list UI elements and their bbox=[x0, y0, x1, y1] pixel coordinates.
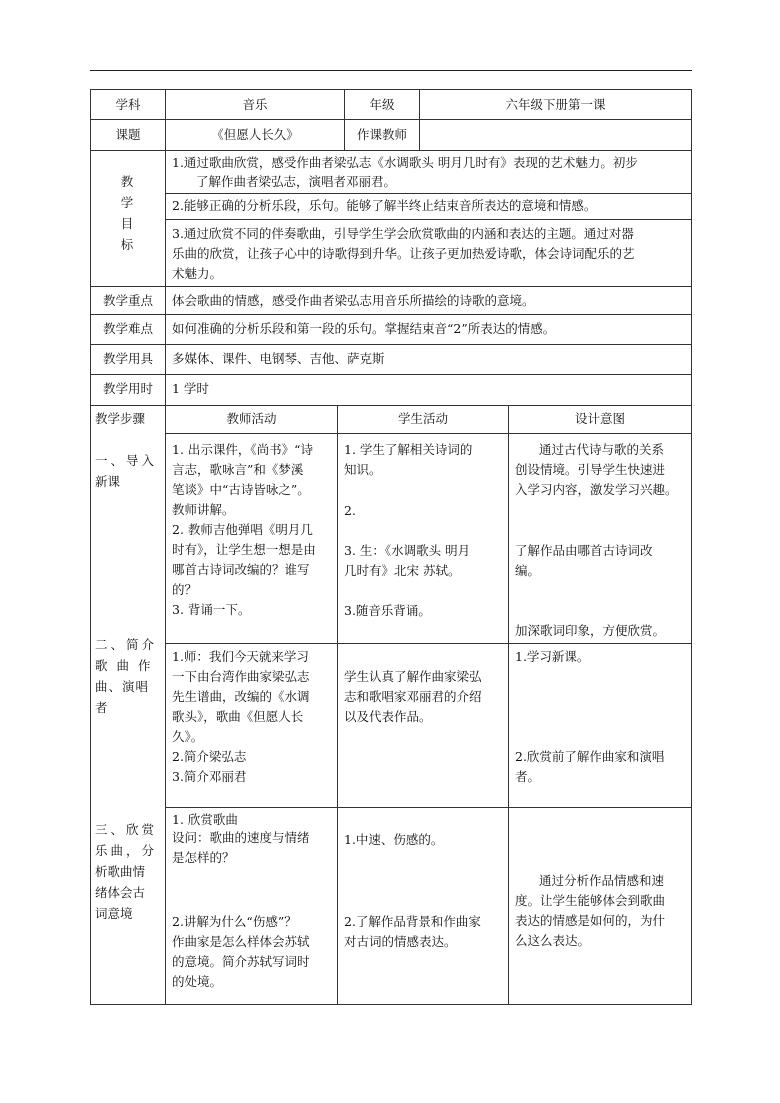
step-1-design-line: 创设情境。引导学生快速进 bbox=[515, 462, 666, 477]
step-3-teacher-line: 的意境。简介苏轼写词时 bbox=[172, 954, 310, 969]
steps-label-column bbox=[90, 405, 166, 1005]
step-2-teacher-line: 一下由台湾作曲家梁弘志 bbox=[172, 669, 310, 684]
tools-value-cell bbox=[165, 344, 692, 375]
goal-1-line-1: 1.通过歌曲欣赏，感受作曲者梁弘志《水调歌头 明月几时有》表现的艺术魅力。初步 bbox=[172, 155, 638, 170]
step-1-teacher-cell bbox=[165, 433, 338, 644]
goals-label-char-4: 标 bbox=[120, 237, 134, 252]
step-3-teacher-line: 2.讲解为什么“伤感”？ bbox=[172, 914, 297, 929]
student-activity-header-cell bbox=[337, 405, 509, 434]
step-1-student-cell bbox=[337, 433, 509, 644]
teacher-label-cell bbox=[344, 119, 420, 151]
difficulty-label: 教学难点 bbox=[102, 321, 153, 336]
step-1-teacher-line: 3. 背诵一下。 bbox=[172, 602, 251, 617]
step-1-teacher-line: 言志，歌咏言”和《梦溪 bbox=[172, 462, 304, 477]
time-value-cell bbox=[165, 374, 692, 406]
subject-label: 学科 bbox=[115, 97, 141, 112]
topic-label-cell bbox=[90, 119, 166, 151]
step-3-design-line: 度。让学生能够体会到歌曲 bbox=[515, 893, 666, 908]
step-2-design-line: 1.学习新课。 bbox=[515, 649, 590, 664]
step-1-student-line: 3. 生：《水调歌头 明月 bbox=[344, 543, 471, 558]
key-point-label-cell bbox=[90, 286, 166, 315]
step-3-teacher-line: 的处境。 bbox=[172, 974, 223, 989]
step-1-label-line-1: 一、导入 bbox=[95, 453, 158, 468]
difficulty-value-cell bbox=[165, 314, 692, 345]
step-2-student-cell bbox=[337, 643, 509, 808]
step-1-teacher-line: 哪首古诗词改编的？谁写 bbox=[172, 562, 310, 577]
difficulty-value: 如何准确的分析乐段和第一段的乐句。掌握结束音“2”所表达的情感。 bbox=[172, 321, 556, 336]
subject-value-cell bbox=[165, 89, 345, 120]
step-2-label-line-4: 者 bbox=[95, 700, 108, 715]
topic-value: 《但愿人长久》 bbox=[211, 127, 299, 142]
step-3-teacher-line: 是怎样的？ bbox=[172, 850, 235, 865]
grade-value: 六年级下册第一课 bbox=[505, 97, 606, 112]
step-2-teacher-cell bbox=[165, 643, 338, 808]
step-3-student-line: 2.了解作品背景和作曲家 bbox=[344, 914, 481, 929]
goal-2-cell bbox=[165, 193, 692, 220]
goals-label-char-3: 目 bbox=[120, 216, 134, 231]
goal-1-cell bbox=[165, 150, 692, 194]
step-3-student-line: 对古词的情感表达。 bbox=[344, 934, 457, 949]
step-2-teacher-line: 歌头》，歌曲《但愿人长 bbox=[172, 709, 304, 724]
step-2-teacher-line: 先生谱曲，改编的《水调 bbox=[172, 689, 310, 704]
step-2-design-cell bbox=[508, 643, 692, 808]
step-1-teacher-line: 2. 教师吉他弹唱《明月几 bbox=[172, 522, 313, 537]
step-3-design-line: 表达的情感是如何的，为什 bbox=[515, 913, 666, 928]
step-1-teacher-line: 1. 出示课件，《尚书》“诗 bbox=[172, 442, 314, 457]
time-value: 1 学时 bbox=[172, 381, 209, 396]
step-2-teacher-line: 3.简介邓丽君 bbox=[172, 769, 247, 784]
time-label-cell bbox=[90, 374, 166, 406]
step-3-design-line: 么这么表达。 bbox=[515, 933, 591, 948]
grade-value-cell bbox=[419, 89, 692, 120]
design-intent-header-cell bbox=[508, 405, 692, 434]
step-3-label-line-2: 乐曲，分 bbox=[95, 843, 158, 858]
goals-label-cell bbox=[90, 150, 166, 287]
step-1-design-line: 通过古代诗与歌的关系 bbox=[539, 442, 665, 457]
step-1-teacher-line: 的？ bbox=[172, 582, 198, 597]
step-3-teacher-line: 作曲家是怎么样体会苏轼 bbox=[172, 934, 310, 949]
step-2-teacher-line: 1.师：我们今天就来学习 bbox=[172, 649, 309, 664]
step-2-teacher-line: 久》。 bbox=[172, 729, 204, 744]
step-2-student-line: 以及代表作品。 bbox=[344, 709, 432, 724]
step-3-label-line-3: 析歌曲情 bbox=[95, 864, 146, 879]
step-2-label-line-2: 歌曲作 bbox=[95, 658, 160, 673]
topic-label: 课题 bbox=[115, 127, 141, 142]
design-intent-header: 设计意图 bbox=[574, 411, 625, 426]
teacher-activity-header: 教师活动 bbox=[226, 411, 277, 426]
steps-label: 教学步骤 bbox=[95, 411, 146, 426]
goal-2-text: 2.能够正确的分析乐段，乐句。能够了解半终止结束音所表达的意境和情感。 bbox=[172, 198, 597, 213]
subject-label-cell bbox=[90, 89, 166, 120]
step-3-design-cell bbox=[508, 807, 692, 1005]
student-activity-header: 学生活动 bbox=[397, 411, 448, 426]
key-point-value-cell bbox=[165, 286, 692, 315]
step-3-design-line: 通过分析作品情感和速 bbox=[539, 873, 665, 888]
step-3-teacher-line: 设问：歌曲的速度与情绪 bbox=[172, 830, 310, 845]
grade-label: 年级 bbox=[369, 97, 395, 112]
step-1-student-line: 几时有》北宋 苏轼。 bbox=[344, 563, 461, 578]
step-1-teacher-line: 教师讲解。 bbox=[172, 502, 235, 517]
step-1-label-line-2: 新课 bbox=[95, 474, 121, 489]
goals-label-char-2: 学 bbox=[120, 195, 134, 210]
step-1-design-line: 编。 bbox=[515, 563, 541, 578]
goal-3-line-2: 乐曲的欣赏，让孩子心中的诗歌得到升华。让孩子更加热爱诗歌，体会诗词配乐的艺 bbox=[172, 246, 635, 261]
goal-3-cell bbox=[165, 219, 692, 287]
step-1-student-line: 1. 学生了解相关诗词的 bbox=[344, 442, 473, 457]
step-2-design-line: 者。 bbox=[515, 769, 541, 784]
step-1-design-cell bbox=[508, 433, 692, 644]
step-2-student-line: 学生认真了解作曲家梁弘 bbox=[344, 669, 482, 684]
step-2-teacher-line: 2.简介梁弘志 bbox=[172, 749, 247, 764]
tools-label-cell bbox=[90, 344, 166, 375]
teacher-activity-header-cell bbox=[165, 405, 338, 434]
goal-3-line-1: 3.通过欣赏不同的伴奏歌曲，引导学生学会欣赏歌曲的内涵和表达的主题。通过对器 bbox=[172, 226, 634, 241]
step-1-teacher-line: 笔谈》中“古诗皆咏之”。 bbox=[172, 482, 310, 497]
step-2-design-line: 2.欣赏前了解作曲家和演唱 bbox=[515, 749, 665, 764]
goal-1-line-2: 了解作曲者梁弘志，演唱者邓丽君。 bbox=[196, 174, 397, 189]
difficulty-label-cell bbox=[90, 314, 166, 345]
step-1-design-line: 入学习内容，激发学习兴趣。 bbox=[515, 482, 678, 497]
tools-label: 教学用具 bbox=[102, 351, 153, 366]
teacher-label: 作课教师 bbox=[356, 127, 407, 142]
time-label: 教学用时 bbox=[102, 381, 153, 396]
step-3-label-line-5: 词意境 bbox=[95, 906, 133, 921]
step-3-label-line-1: 三、欣赏 bbox=[95, 822, 158, 837]
step-3-teacher-cell bbox=[165, 807, 338, 1005]
topic-value-cell bbox=[165, 119, 345, 151]
teacher-value-cell bbox=[419, 119, 692, 151]
goals-label-char-1: 教 bbox=[120, 174, 134, 189]
step-1-student-line: 3.随音乐背诵。 bbox=[344, 603, 431, 618]
top-rule bbox=[90, 70, 692, 71]
step-1-design-line: 了解作品由哪首古诗词改 bbox=[515, 543, 653, 558]
step-1-student-line: 2. bbox=[344, 503, 356, 518]
key-point-value: 体会歌曲的情感，感受作曲者梁弘志用音乐所描绘的诗歌的意境。 bbox=[172, 293, 535, 308]
step-3-student-line: 1.中速、伤感的。 bbox=[344, 832, 444, 847]
step-1-student-line: 知识。 bbox=[344, 462, 382, 477]
grade-label-cell bbox=[344, 89, 420, 120]
step-1-teacher-line: 时有》，让学生想一想是由 bbox=[172, 542, 316, 557]
step-2-label-line-3: 曲、演唱 bbox=[95, 679, 150, 694]
step-3-student-cell bbox=[337, 807, 509, 1005]
key-point-label: 教学重点 bbox=[102, 293, 153, 308]
step-2-label-line-1: 二、简介 bbox=[95, 637, 158, 652]
step-1-design-line: 加深歌词印象，方便欣赏。 bbox=[515, 623, 666, 638]
tools-value: 多媒体、课件、电钢琴、吉他、萨克斯 bbox=[172, 351, 385, 366]
goal-3-line-3: 术魅力。 bbox=[172, 266, 223, 281]
step-3-teacher-line: 1. 欣赏歌曲 bbox=[172, 812, 238, 827]
step-2-student-line: 志和歌唱家邓丽君的介绍 bbox=[344, 689, 482, 704]
step-3-label-line-4: 绪体会古 bbox=[95, 885, 146, 900]
subject-value: 音乐 bbox=[242, 97, 268, 112]
